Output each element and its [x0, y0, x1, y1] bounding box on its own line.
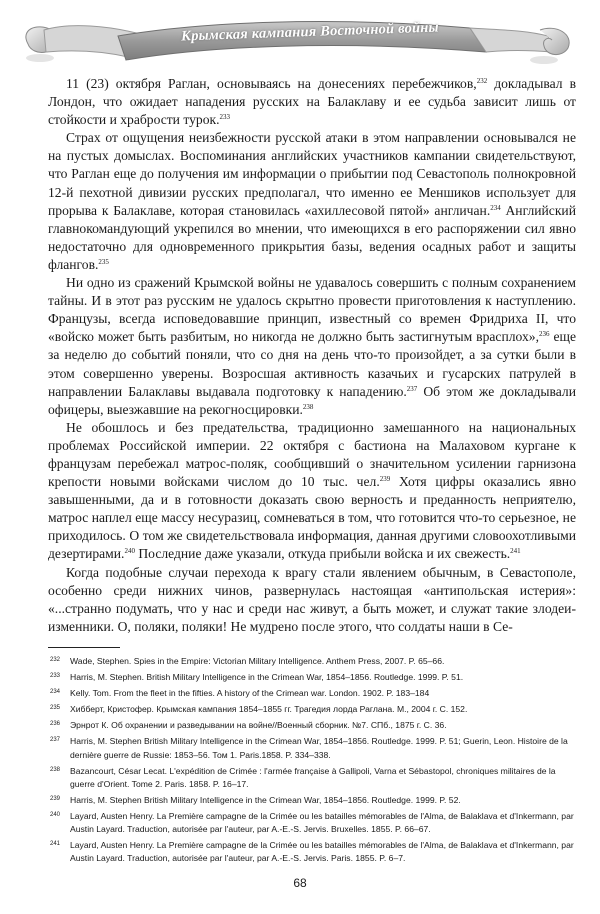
footnote-number: 236 — [50, 721, 61, 728]
footnote-ref: 239 — [379, 475, 391, 484]
footnote-ref: 233 — [219, 113, 231, 122]
footnote-text: Bazancourt, César Lecat. L'expédition de Crimée : l'armée française à Gallipoli, Varna et Sébastopol, chroniques militaires de la guerre d'Orient. Tome 2. Paris. 1858. P. 16–17. — [70, 765, 556, 789]
footnote-ref: 235 — [98, 257, 109, 266]
footnote-number: 240 — [50, 811, 61, 818]
footnote-text: Хибберт, Кристофер. Крымская кампания 1854–1855 гг. Трагедия лорда Раглана. М., 2004 г. С. 152. — [70, 704, 468, 715]
footnote-number: 241 — [50, 841, 61, 848]
footnote-ref: 240 — [124, 547, 135, 556]
footnote-ref: 232 — [476, 77, 488, 85]
footnote-number: 239 — [50, 795, 61, 802]
paragraph-5: Когда подобные случаи перехода к врагу стали явлением обычным, в Севастополе, особенно среди нижних чинов, развернулась настоящая «антипольская истерия»: «...странно подумать, что у нас и среди нас живут, а быть может, и служат такие злодеи-изменники. О, поляки, поляки! Не мудрено после этого, что солдаты наши в Се- — [48, 564, 576, 634]
footnote-ref: 237 — [406, 384, 418, 393]
footnote-241 — [48, 839, 578, 865]
paragraph-1: 11 (23) октября Раглан, основываясь на донесениях перебежчиков,$^{232}$ докладывал в Лондон, что ожидает нападения русских на Балаклаву и ее судьба зависит лишь от стойкости и храбрости турок.$^{233}$ — [48, 76, 576, 128]
footnote-233 — [48, 671, 578, 684]
footnote-239 — [48, 794, 578, 807]
footnote-number: 234 — [50, 689, 61, 696]
running-header-title: Крымская кампания Восточной войны — [180, 19, 440, 45]
footnote-text: Wade, Stephen. Spies in the Empire: Victorian Military Intelligence. Anthem Press, 2007. P. 65–66. — [70, 656, 445, 666]
footnote-text: Harris, M. Stephen. British Military Intelligence in the Crimean War, 1854–1856. Routledge. 1999. P. 51. — [70, 672, 464, 683]
footnote-ref: 236 — [538, 330, 550, 339]
footnote-240 — [48, 810, 578, 836]
footnote-number: 232 — [50, 657, 61, 663]
footnote-232 — [48, 655, 578, 668]
footnote-ref: 234 — [490, 203, 501, 212]
footnote-ref: 238 — [302, 402, 314, 411]
page-number: 68 — [293, 876, 307, 890]
footnote-text: Layard, Austen Henry. La Première campagne de la Crimée ou les batailles mémorables de l'Alma, de Balaklava et d'Inkermann, par Austin Layard. Traduction, autorisée par l'auteur, par A.-E.-S. Jervis. Paris. 1855. P. 6–7. — [70, 840, 574, 864]
footnote-number: 235 — [50, 705, 61, 712]
footnote-text: Эрнрот К. Об охранении и разведывании на войне//Военный сборник. №7. СПб., 1875 г. С. 36. — [70, 720, 447, 731]
header-banner — [0, 0, 600, 68]
footnote-number: 238 — [50, 766, 61, 773]
footnote-234 — [48, 687, 578, 700]
footnote-238 — [48, 765, 578, 791]
footnote-text: Kelly. Tom. From the fleet in the fifties. A history of the Crimean war. London. 1902. P. 183–184 — [70, 688, 430, 699]
footnote-235 — [48, 703, 578, 716]
footnote-number: 237 — [50, 737, 61, 744]
paragraph-4: Не обошлось и без предательства, традиционно замешанного на национальных проблемах Российской империи. 22 октября с бастиона на Малаховом кургане к французам перебежал матрос-поляк, сообщивший о значительном усилении гарнизона крепости новыми войсками числом до 10 тыс. чел.$^{239}$ Хотя цифры оказались явно завышенными, да и в готовности доказать свою верность и преданность неприятелю, матрос наплел еще массу несуразиц, сомневаться в том, что готовится что-то серьезное, не приходилось. О том же свидетельствовала информация, данная другими словоохотливыми дезертирами.$^{240}$ Последние даже указали, откуда прибыли войска и их свежесть.$^{241}$ — [48, 419, 576, 562]
footnote-ref: 241 — [510, 547, 521, 556]
footnote-236 — [48, 719, 578, 732]
footnote-text: Harris, M. Stephen British Military Intelligence in the Crimean War, 1854–1856. Routledge. 1999. P. 52. — [70, 794, 461, 805]
footnote-text: Layard, Austen Henry. La Première campagne de la Crimée ou les batailles mémorables de l'Alma, de Balaklava et d'Inkermann, par Austin Layard. Traduction, autorisée par l'auteur, par A.-E.-S. Jervis. Bruxelles. 1855. P. 66–67. — [70, 810, 574, 835]
footnote-237 — [48, 735, 578, 761]
main-text — [48, 75, 576, 636]
footnotes — [48, 655, 578, 868]
footnote-divider — [48, 647, 120, 648]
paragraph-3: Ни одно из сражений Крымской войны не удавалось совершить с полным сохранением тайны. И в этот раз русским не удалось скрытно провести приготовления к наступлению. Французы, всегда исповедовавшие принцип, известный со времен Фридриха II, что «войско может быть разбитым, но никогда не должно быть застигнутым врасплох»,$^{236}$ еще за неделю до событий поняли, что со дня на день что-то произойдет, а за сутки были в этом совершенно уверены. Возросшая активность казачьих и гусарских патрулей в направлении Балаклавы выдавала подготовку к нападению.$^{237}$ Об этом же докладывали офицеры, выезжавшие на рекогносцировки.$^{238}$ — [48, 275, 576, 417]
footnote-number: 233 — [50, 673, 61, 680]
footnote-text: Harris, M. Stephen British Military Intelligence in the Crimean War, 1854–1856. Routledge. 1999. P. 51; Guerin, Leon. Histoire de la dernière guerre de Russie: 1853–56. Том 1. Paris.1858. P. 334–338. — [70, 736, 568, 760]
paragraph-2: Страх от ощущения неизбежности русской атаки в этом направлении основывался не на пустых домыслах. Воспоминания английских участников кампании свидетельствуют, что Раглан еще до получения им информации о прибытии под Севастополь полнокровной 12-й пехотной дивизии русских предполагал, что именно ее Меншиков использует для прорыва к Балаклаве, которая становилась «ахиллесовой пятой» англичан.$^{234}$ Английский главнокомандующий укрепился во мнении, что имеющихся в его распоряжении сил явно недостаточно для одновременного прикрытия базы, ведения осадных работ и защиты флангов.$^{235}$ — [48, 130, 576, 272]
